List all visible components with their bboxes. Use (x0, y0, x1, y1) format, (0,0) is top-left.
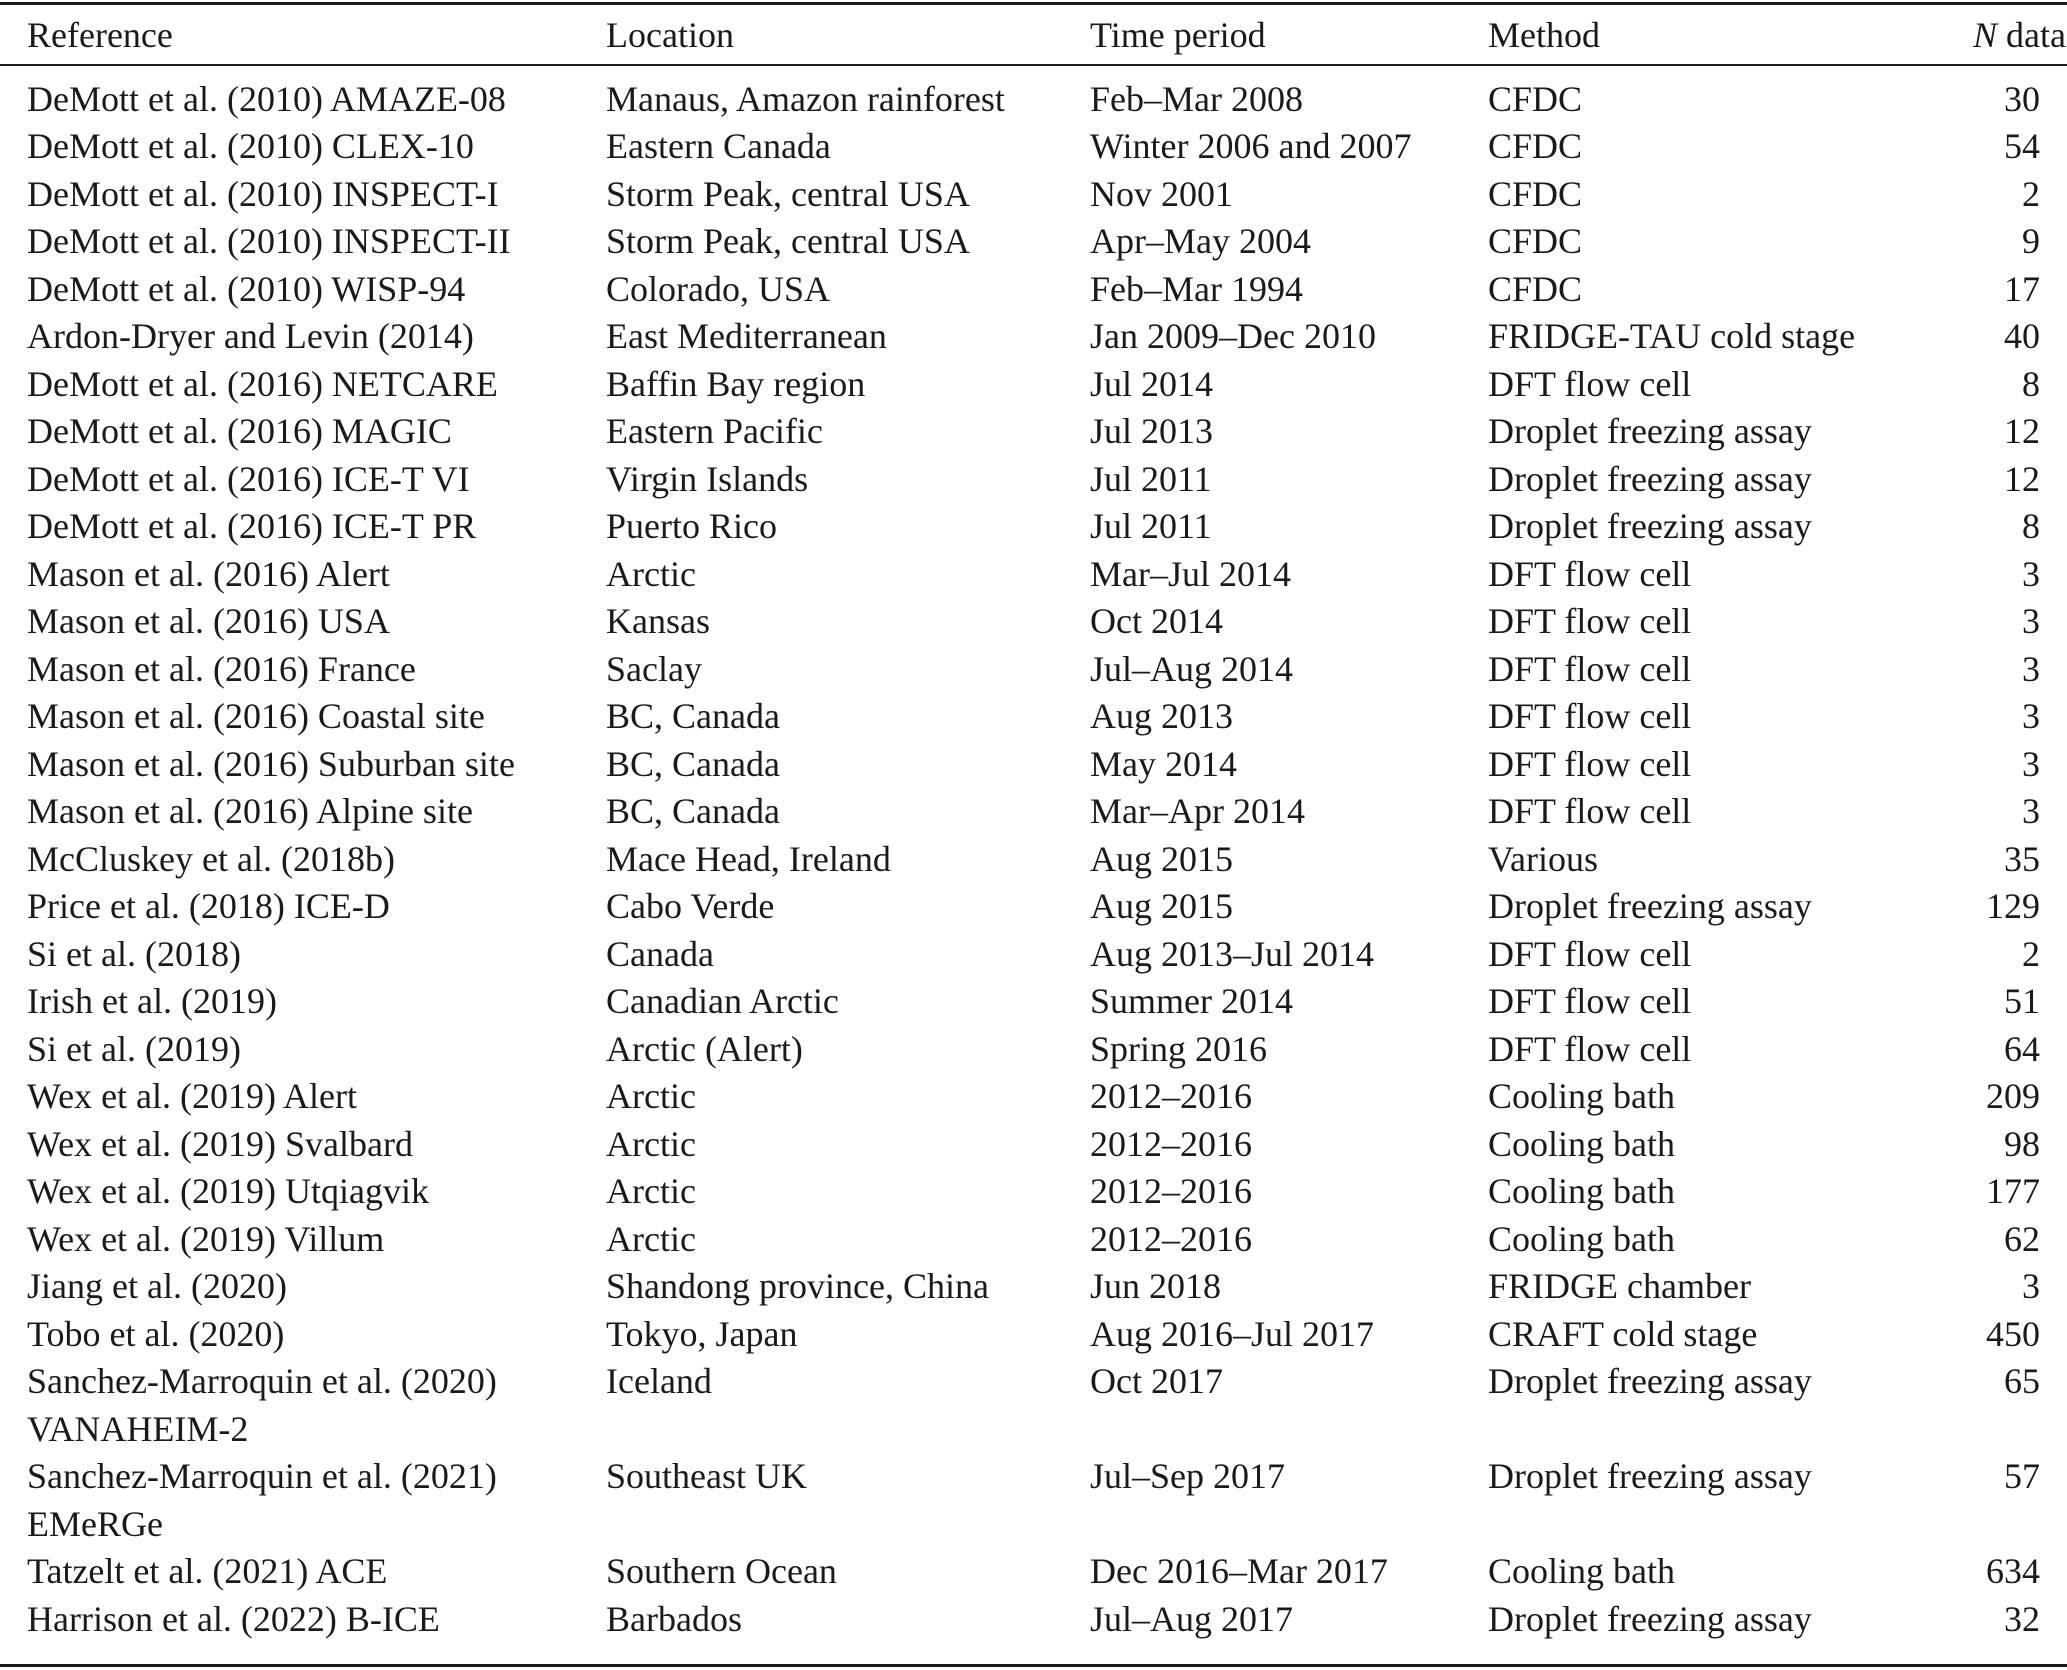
cell-location: Arctic (606, 553, 696, 594)
cell-time-period: Jul 2013 (1090, 411, 1214, 451)
cell-n-data: 65 (2004, 1361, 2040, 1401)
cell-location: Storm Peak, central USA (606, 221, 970, 261)
cell-method: CFDC (1488, 268, 1583, 309)
cell-method: Various (1488, 838, 1598, 879)
cell-n-data: 2 (2022, 173, 2040, 214)
cell-time-period: Aug 2015 (1090, 838, 1233, 879)
cell-location: Arctic (Alert) (606, 1028, 803, 1069)
cell-time-period: 2012–2016 (1090, 1218, 1252, 1259)
cell-time-period: 2012–2016 (1090, 1076, 1252, 1116)
cell-method: DFT flow cell (1488, 601, 1692, 641)
cell-time-period: Jan 2009–Dec 2010 (1090, 316, 1376, 356)
cell-location: Tokyo, Japan (606, 1313, 798, 1354)
cell-method: FRIDGE chamber (1488, 1266, 1751, 1306)
table-row (0, 1311, 2067, 1359)
top-rule (0, 2, 2067, 5)
cell-location: Southern Ocean (606, 1551, 837, 1591)
cell-n-data: 12 (2004, 411, 2040, 451)
header-location: Location (606, 15, 734, 55)
cell-reference: Si et al. (2019) (27, 1028, 241, 1069)
cell-time-period: Summer 2014 (1090, 981, 1293, 1021)
cell-n-data: 35 (2004, 838, 2040, 879)
bottom-rule (0, 1664, 2067, 1667)
cell-time-period: Feb–Mar 2008 (1090, 78, 1303, 119)
table-body (0, 60, 2067, 1644)
cell-reference: Mason et al. (2016) Coastal site (27, 696, 485, 736)
cell-time-period: Aug 2015 (1090, 886, 1233, 926)
cell-n-data: 64 (2004, 1028, 2040, 1069)
header-n-word: data (2006, 15, 2066, 55)
cell-time-period: Jul–Aug 2017 (1090, 1598, 1294, 1639)
cell-location: Canadian Arctic (606, 981, 839, 1021)
table-row (0, 1596, 2067, 1644)
table-row (0, 1168, 2067, 1216)
cell-method: DFT flow cell (1488, 1028, 1692, 1069)
cell-location: Eastern Pacific (606, 411, 823, 451)
cell-location: Puerto Rico (606, 506, 777, 546)
cell-n-data: 98 (2004, 1123, 2040, 1164)
table-row (0, 503, 2067, 551)
header-row (0, 12, 2067, 60)
cell-method: CFDC (1488, 173, 1583, 214)
table-row (0, 693, 2067, 741)
cell-reference: DeMott et al. (2016) NETCARE (27, 363, 498, 404)
table-row (0, 646, 2067, 694)
cell-time-period: Apr–May 2004 (1090, 221, 1311, 261)
table-row (0, 313, 2067, 361)
cell-reference: Mason et al. (2016) Alpine site (27, 791, 473, 831)
cell-reference: DeMott et al. (2010) WISP-94 (27, 268, 466, 309)
cell-reference: Mason et al. (2016) Alert (27, 553, 390, 594)
cell-method: Cooling bath (1488, 1123, 1675, 1164)
cell-reference: Wex et al. (2019) Utqiagvik (27, 1171, 429, 1211)
cell-n-data: 9 (2022, 221, 2040, 261)
cell-time-period: Nov 2001 (1090, 173, 1233, 214)
cell-n-data: 209 (1986, 1076, 2040, 1116)
table-row (0, 1216, 2067, 1264)
cell-method: Droplet freezing assay (1488, 458, 1812, 499)
table-row (0, 883, 2067, 931)
cell-reference: Sanchez-Marroquin et al. (2021) EMeRGe (27, 1456, 497, 1544)
header-reference: Reference (27, 15, 173, 55)
cell-method: CFDC (1488, 221, 1583, 261)
cell-location: Shandong province, China (606, 1266, 989, 1306)
cell-n-data: 57 (2004, 1456, 2040, 1496)
table-row (0, 741, 2067, 789)
cell-time-period: May 2014 (1090, 743, 1237, 784)
cell-location: East Mediterranean (606, 316, 887, 356)
cell-time-period: Aug 2013 (1090, 696, 1233, 736)
header-n-symbol: N (1973, 15, 1998, 55)
cell-reference: DeMott et al. (2016) MAGIC (27, 411, 452, 451)
cell-time-period: Winter 2006 and 2007 (1090, 126, 1412, 166)
cell-location: Canada (606, 933, 714, 974)
cell-method: DFT flow cell (1488, 933, 1692, 974)
cell-location: Iceland (606, 1361, 712, 1401)
cell-n-data: 12 (2004, 458, 2040, 499)
cell-method: CRAFT cold stage (1488, 1313, 1758, 1354)
table-row (0, 1548, 2067, 1596)
table-row (0, 1453, 2067, 1548)
cell-reference: Jiang et al. (2020) (27, 1266, 287, 1306)
cell-reference: DeMott et al. (2010) INSPECT-II (27, 221, 511, 261)
cell-n-data: 3 (2022, 553, 2040, 594)
cell-n-data: 3 (2022, 696, 2040, 736)
ice-nucleation-dataset-table (0, 12, 2067, 1643)
cell-location: Mace Head, Ireland (606, 838, 891, 879)
cell-method: DFT flow cell (1488, 743, 1692, 784)
table-row (0, 266, 2067, 314)
cell-location: Virgin Islands (606, 458, 809, 499)
cell-time-period: Jun 2018 (1090, 1266, 1222, 1306)
table-row (0, 1026, 2067, 1074)
cell-method: CFDC (1488, 78, 1583, 119)
cell-method: Droplet freezing assay (1488, 506, 1812, 546)
cell-time-period: Jul 2011 (1090, 458, 1212, 499)
cell-n-data: 3 (2022, 791, 2040, 831)
cell-method: FRIDGE-TAU cold stage (1488, 316, 1856, 356)
table-row (0, 1121, 2067, 1169)
cell-location: BC, Canada (606, 696, 780, 736)
cell-reference: Ardon-Dryer and Levin (2014) (27, 316, 474, 356)
cell-method: DFT flow cell (1488, 791, 1692, 831)
table-row (0, 1263, 2067, 1311)
cell-method: Droplet freezing assay (1488, 1456, 1812, 1496)
cell-location: Arctic (606, 1171, 696, 1211)
cell-reference: DeMott et al. (2010) AMAZE-08 (27, 78, 506, 119)
header-n-data (1973, 12, 2067, 60)
cell-reference: Si et al. (2018) (27, 933, 241, 974)
table-row (0, 456, 2067, 504)
cell-method: Cooling bath (1488, 1218, 1675, 1259)
cell-reference: Tobo et al. (2020) (27, 1313, 285, 1354)
cell-method: Cooling bath (1488, 1551, 1675, 1591)
cell-time-period: Jul 2011 (1090, 506, 1212, 546)
cell-reference: DeMott et al. (2016) ICE-T VI (27, 458, 470, 499)
table-row (0, 171, 2067, 219)
table-row (0, 123, 2067, 171)
table-row (0, 978, 2067, 1026)
cell-location: Arctic (606, 1218, 696, 1259)
table-row (0, 931, 2067, 979)
cell-reference: Mason et al. (2016) France (27, 648, 416, 689)
cell-reference: Tatzelt et al. (2021) ACE (27, 1551, 388, 1591)
cell-location: Storm Peak, central USA (606, 173, 970, 214)
cell-location: Barbados (606, 1598, 742, 1639)
cell-n-data: 17 (2004, 268, 2040, 309)
cell-location: BC, Canada (606, 743, 780, 784)
cell-method: Cooling bath (1488, 1171, 1675, 1211)
cell-time-period: Jul–Aug 2014 (1090, 648, 1294, 689)
cell-method: Droplet freezing assay (1488, 1361, 1812, 1401)
cell-time-period: Spring 2016 (1090, 1028, 1268, 1069)
cell-location: Manaus, Amazon rainforest (606, 78, 1005, 119)
cell-time-period: 2012–2016 (1090, 1171, 1252, 1211)
cell-location: Baffin Bay region (606, 363, 866, 404)
cell-n-data: 32 (2004, 1598, 2040, 1639)
table-row (0, 836, 2067, 884)
cell-location: Arctic (606, 1123, 696, 1164)
cell-n-data: 8 (2022, 363, 2040, 404)
cell-method: Cooling bath (1488, 1076, 1675, 1116)
cell-reference: DeMott et al. (2016) ICE-T PR (27, 506, 477, 546)
table-row (0, 598, 2067, 646)
cell-location: Eastern Canada (606, 126, 831, 166)
table-row (0, 788, 2067, 836)
table-row (0, 60, 2067, 124)
cell-method: DFT flow cell (1488, 981, 1692, 1021)
cell-method: CFDC (1488, 126, 1583, 166)
cell-location: Cabo Verde (606, 886, 775, 926)
cell-reference: DeMott et al. (2010) INSPECT-I (27, 173, 499, 214)
cell-reference: Wex et al. (2019) Villum (27, 1218, 385, 1259)
cell-location: Saclay (606, 648, 702, 689)
cell-method: DFT flow cell (1488, 363, 1692, 404)
table-row (0, 361, 2067, 409)
cell-reference: Irish et al. (2019) (27, 981, 277, 1021)
cell-n-data: 62 (2004, 1218, 2040, 1259)
cell-reference: Wex et al. (2019) Alert (27, 1076, 357, 1116)
cell-reference: Harrison et al. (2022) B-ICE (27, 1598, 440, 1639)
cell-time-period: Mar–Jul 2014 (1090, 553, 1291, 594)
cell-n-data: 54 (2004, 126, 2040, 166)
cell-time-period: Oct 2017 (1090, 1361, 1223, 1401)
cell-n-data: 450 (1986, 1313, 2040, 1354)
cell-reference: DeMott et al. (2010) CLEX-10 (27, 126, 474, 166)
cell-method: DFT flow cell (1488, 553, 1692, 594)
cell-reference: Wex et al. (2019) Svalbard (27, 1123, 413, 1164)
header-method: Method (1488, 15, 1600, 55)
cell-time-period: Aug 2016–Jul 2017 (1090, 1313, 1375, 1354)
cell-n-data: 3 (2022, 601, 2040, 641)
cell-n-data: 40 (2004, 316, 2040, 356)
cell-n-data: 8 (2022, 506, 2040, 546)
cell-location: Kansas (606, 601, 710, 641)
header-time-period: Time period (1090, 15, 1266, 55)
cell-method: Droplet freezing assay (1488, 1598, 1812, 1639)
cell-time-period: Mar–Apr 2014 (1090, 791, 1305, 831)
cell-time-period: Jul 2014 (1090, 363, 1214, 404)
cell-method: DFT flow cell (1488, 696, 1692, 736)
cell-n-data: 30 (2004, 78, 2040, 119)
cell-n-data: 51 (2004, 981, 2040, 1021)
table-row (0, 218, 2067, 266)
cell-location: Southeast UK (606, 1456, 807, 1496)
cell-location: BC, Canada (606, 791, 780, 831)
cell-reference: Price et al. (2018) ICE-D (27, 886, 390, 926)
cell-time-period: 2012–2016 (1090, 1123, 1252, 1164)
cell-reference: Mason et al. (2016) Suburban site (27, 743, 515, 784)
cell-n-data: 634 (1986, 1551, 2040, 1591)
cell-reference: Mason et al. (2016) USA (27, 601, 390, 641)
cell-time-period: Dec 2016–Mar 2017 (1090, 1551, 1388, 1591)
cell-reference: McCluskey et al. (2018b) (27, 838, 395, 879)
cell-method: Droplet freezing assay (1488, 411, 1812, 451)
cell-time-period: Oct 2014 (1090, 601, 1223, 641)
cell-time-period: Jul–Sep 2017 (1090, 1456, 1286, 1496)
cell-location: Colorado, USA (606, 268, 830, 309)
cell-n-data: 3 (2022, 743, 2040, 784)
table-row (0, 408, 2067, 456)
cell-method: DFT flow cell (1488, 648, 1692, 689)
table-row (0, 551, 2067, 599)
cell-n-data: 3 (2022, 1266, 2040, 1306)
table-row (0, 1073, 2067, 1121)
cell-location: Arctic (606, 1076, 696, 1116)
cell-method: Droplet freezing assay (1488, 886, 1812, 926)
cell-reference: Sanchez-Marroquin et al. (2020) VANAHEIM-2 (27, 1361, 497, 1449)
cell-n-data: 3 (2022, 648, 2040, 689)
table-row (0, 1358, 2067, 1453)
cell-n-data: 2 (2022, 933, 2040, 974)
cell-n-data: 177 (1986, 1171, 2040, 1211)
cell-time-period: Feb–Mar 1994 (1090, 268, 1303, 309)
cell-time-period: Aug 2013–Jul 2014 (1090, 933, 1375, 974)
cell-n-data: 129 (1986, 886, 2040, 926)
